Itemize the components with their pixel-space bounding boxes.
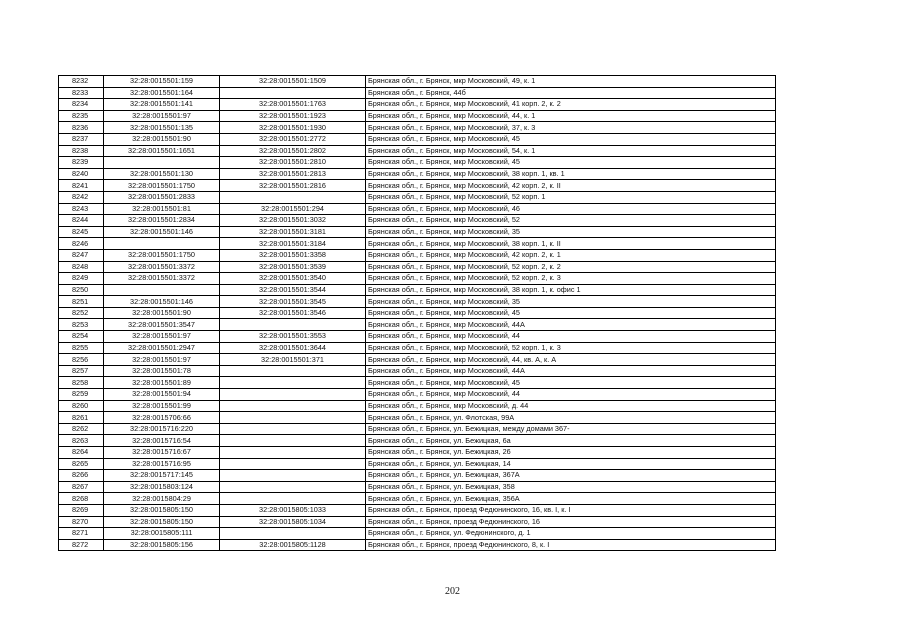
table-row <box>59 354 776 366</box>
building-cadastral-cell: 32:28:0015501:3358 <box>220 249 366 261</box>
table-row <box>59 203 776 215</box>
building-cadastral-cell: 32:28:0015805:1034 <box>220 516 366 528</box>
table-row <box>59 435 776 447</box>
building-cadastral-cell <box>220 319 366 331</box>
table-row <box>59 99 776 111</box>
building-cadastral-cell: 32:28:0015501:1930 <box>220 122 366 134</box>
building-cadastral-cell: 32:28:0015805:1033 <box>220 504 366 516</box>
table-row <box>59 412 776 424</box>
address-cell: Брянская обл., г. Брянск, мкр Московский, 44, кв. А, к. А <box>366 354 776 366</box>
row-number-cell: 8263 <box>59 435 104 447</box>
building-cadastral-cell <box>220 377 366 389</box>
row-number-cell: 8245 <box>59 226 104 238</box>
land-cadastral-cell: 32:28:0015501:97 <box>104 110 220 122</box>
land-cadastral-cell: 32:28:0015501:3547 <box>104 319 220 331</box>
building-cadastral-cell: 32:28:0015501:2810 <box>220 157 366 169</box>
row-number-cell: 8268 <box>59 493 104 505</box>
address-cell: Брянская обл., г. Брянск, мкр Московский, 44 <box>366 389 776 401</box>
land-cadastral-cell: 32:28:0015501:90 <box>104 307 220 319</box>
land-cadastral-cell: 32:28:0015501:97 <box>104 354 220 366</box>
row-number-cell: 8257 <box>59 365 104 377</box>
table-row <box>59 528 776 540</box>
land-cadastral-cell: 32:28:0015501:146 <box>104 226 220 238</box>
building-cadastral-cell: 32:28:0015805:1128 <box>220 539 366 551</box>
address-cell: Брянская обл., г. Брянск, мкр Московский, 45 <box>366 307 776 319</box>
address-cell: Брянская обл., г. Брянск, мкр Московский, 52 корп. 2, к. 2 <box>366 261 776 273</box>
land-cadastral-cell: 32:28:0015706:66 <box>104 412 220 424</box>
building-cadastral-cell: 32:28:0015501:2816 <box>220 180 366 192</box>
table-row <box>59 331 776 343</box>
land-cadastral-cell: 32:28:0015501:94 <box>104 389 220 401</box>
address-cell: Брянская обл., г. Брянск, ул. Бежицкая, 356А <box>366 493 776 505</box>
row-number-cell: 8251 <box>59 296 104 308</box>
row-number-cell: 8232 <box>59 76 104 88</box>
land-cadastral-cell: 32:28:0015501:97 <box>104 331 220 343</box>
table-body <box>59 76 776 551</box>
address-cell: Брянская обл., г. Брянск, мкр Московский, 44, к. 1 <box>366 110 776 122</box>
land-cadastral-cell: 32:28:0015501:1651 <box>104 145 220 157</box>
land-cadastral-cell: 32:28:0015501:3372 <box>104 261 220 273</box>
building-cadastral-cell <box>220 400 366 412</box>
address-cell: Брянская обл., г. Брянск, мкр Московский, 52 <box>366 215 776 227</box>
table-row <box>59 377 776 389</box>
land-cadastral-cell: 32:28:0015501:78 <box>104 365 220 377</box>
table-row <box>59 215 776 227</box>
row-number-cell: 8270 <box>59 516 104 528</box>
row-number-cell: 8239 <box>59 157 104 169</box>
row-number-cell: 8243 <box>59 203 104 215</box>
address-cell: Брянская обл., г. Брянск, мкр Московский, 54, к. 1 <box>366 145 776 157</box>
land-cadastral-cell: 32:28:0015805:156 <box>104 539 220 551</box>
table-row <box>59 447 776 459</box>
building-cadastral-cell <box>220 528 366 540</box>
row-number-cell: 8242 <box>59 191 104 203</box>
land-cadastral-cell: 32:28:0015805:111 <box>104 528 220 540</box>
address-cell: Брянская обл., г. Брянск, мкр Московский, 46 <box>366 203 776 215</box>
building-cadastral-cell: 32:28:0015501:1923 <box>220 110 366 122</box>
land-cadastral-cell: 32:28:0015716:67 <box>104 447 220 459</box>
row-number-cell: 8262 <box>59 423 104 435</box>
address-cell: Брянская обл., г. Брянск, ул. Бежицкая, 367А <box>366 470 776 482</box>
table-row <box>59 249 776 261</box>
row-number-cell: 8255 <box>59 342 104 354</box>
land-cadastral-cell <box>104 284 220 296</box>
row-number-cell: 8236 <box>59 122 104 134</box>
building-cadastral-cell: 32:28:0015501:1509 <box>220 76 366 88</box>
address-cell: Брянская обл., г. Брянск, мкр Московский, 35 <box>366 296 776 308</box>
building-cadastral-cell: 32:28:0015501:3539 <box>220 261 366 273</box>
table-row <box>59 133 776 145</box>
row-number-cell: 8260 <box>59 400 104 412</box>
building-cadastral-cell: 32:28:0015501:2813 <box>220 168 366 180</box>
building-cadastral-cell: 32:28:0015501:3553 <box>220 331 366 343</box>
address-cell: Брянская обл., г. Брянск, мкр Московский, д. 44 <box>366 400 776 412</box>
building-cadastral-cell <box>220 481 366 493</box>
land-cadastral-cell: 32:28:0015501:141 <box>104 99 220 111</box>
land-cadastral-cell: 32:28:0015501:159 <box>104 76 220 88</box>
building-cadastral-cell <box>220 470 366 482</box>
row-number-cell: 8248 <box>59 261 104 273</box>
building-cadastral-cell <box>220 87 366 99</box>
table-row <box>59 145 776 157</box>
address-cell: Брянская обл., г. Брянск, ул. Бежицкая, 26 <box>366 447 776 459</box>
table-row <box>59 226 776 238</box>
row-number-cell: 8235 <box>59 110 104 122</box>
address-cell: Брянская обл., г. Брянск, мкр Московский, 42 корп. 2, к. II <box>366 180 776 192</box>
table-row <box>59 458 776 470</box>
address-cell: Брянская обл., г. Брянск, проезд Федюнинского, 16 <box>366 516 776 528</box>
address-cell: Брянская обл., г. Брянск, проезд Федюнинского, 16, кв. I, к. I <box>366 504 776 516</box>
address-cell: Брянская обл., г. Брянск, ул. Флотская, 99А <box>366 412 776 424</box>
land-cadastral-cell: 32:28:0015501:1750 <box>104 249 220 261</box>
row-number-cell: 8269 <box>59 504 104 516</box>
building-cadastral-cell: 32:28:0015501:2772 <box>220 133 366 145</box>
table-row <box>59 400 776 412</box>
land-cadastral-cell: 32:28:0015501:2833 <box>104 191 220 203</box>
table-row <box>59 365 776 377</box>
row-number-cell: 8240 <box>59 168 104 180</box>
building-cadastral-cell <box>220 458 366 470</box>
building-cadastral-cell <box>220 389 366 401</box>
row-number-cell: 8250 <box>59 284 104 296</box>
row-number-cell: 8241 <box>59 180 104 192</box>
table-row <box>59 157 776 169</box>
table-row <box>59 504 776 516</box>
land-cadastral-cell: 32:28:0015501:99 <box>104 400 220 412</box>
address-cell: Брянская обл., г. Брянск, мкр Московский, 44А <box>366 365 776 377</box>
building-cadastral-cell: 32:28:0015501:3546 <box>220 307 366 319</box>
building-cadastral-cell: 32:28:0015501:3644 <box>220 342 366 354</box>
land-cadastral-cell: 32:28:0015501:2947 <box>104 342 220 354</box>
building-cadastral-cell <box>220 423 366 435</box>
row-number-cell: 8249 <box>59 273 104 285</box>
address-cell: Брянская обл., г. Брянск, мкр Московский, 44А <box>366 319 776 331</box>
land-cadastral-cell: 32:28:0015501:3372 <box>104 273 220 285</box>
table-row <box>59 238 776 250</box>
building-cadastral-cell: 32:28:0015501:3184 <box>220 238 366 250</box>
address-cell: Брянская обл., г. Брянск, мкр Московский, 52 корп. 2, к. 3 <box>366 273 776 285</box>
table-row <box>59 273 776 285</box>
row-number-cell: 8247 <box>59 249 104 261</box>
row-number-cell: 8264 <box>59 447 104 459</box>
table-row <box>59 284 776 296</box>
address-cell: Брянская обл., г. Брянск, мкр Московский, 38 корп. 1, к. офис 1 <box>366 284 776 296</box>
address-cell: Брянская обл., г. Брянск, 44б <box>366 87 776 99</box>
table-row <box>59 516 776 528</box>
table-row <box>59 110 776 122</box>
row-number-cell: 8253 <box>59 319 104 331</box>
table-row <box>59 539 776 551</box>
land-cadastral-cell: 32:28:0015803:124 <box>104 481 220 493</box>
address-cell: Брянская обл., г. Брянск, мкр Московский, 44 <box>366 331 776 343</box>
building-cadastral-cell <box>220 191 366 203</box>
address-cell: Брянская обл., г. Брянск, ул. Федюнинского, д. 1 <box>366 528 776 540</box>
table-row <box>59 87 776 99</box>
address-cell: Брянская обл., г. Брянск, мкр Московский, 35 <box>366 226 776 238</box>
address-cell: Брянская обл., г. Брянск, мкр Московский, 38 корп. 1, к. II <box>366 238 776 250</box>
table-row <box>59 191 776 203</box>
land-cadastral-cell: 32:28:0015501:89 <box>104 377 220 389</box>
row-number-cell: 8254 <box>59 331 104 343</box>
land-cadastral-cell: 32:28:0015716:95 <box>104 458 220 470</box>
building-cadastral-cell <box>220 447 366 459</box>
land-cadastral-cell: 32:28:0015501:90 <box>104 133 220 145</box>
address-cell: Брянская обл., г. Брянск, мкр Московский, 52 корп. 1 <box>366 191 776 203</box>
address-cell: Брянская обл., г. Брянск, мкр Московский, 38 корп. 1, кв. 1 <box>366 168 776 180</box>
address-cell: Брянская обл., г. Брянск, ул. Бежицкая, 6а <box>366 435 776 447</box>
row-number-cell: 8265 <box>59 458 104 470</box>
row-number-cell: 8233 <box>59 87 104 99</box>
land-cadastral-cell: 32:28:0015501:164 <box>104 87 220 99</box>
row-number-cell: 8237 <box>59 133 104 145</box>
row-number-cell: 8259 <box>59 389 104 401</box>
table-row <box>59 180 776 192</box>
land-cadastral-cell: 32:28:0015501:135 <box>104 122 220 134</box>
land-cadastral-cell: 32:28:0015501:2834 <box>104 215 220 227</box>
address-cell: Брянская обл., г. Брянск, мкр Московский, 45 <box>366 157 776 169</box>
document-page <box>58 75 776 551</box>
address-cell: Брянская обл., г. Брянск, мкр Московский, 52 корп. 1, к. 3 <box>366 342 776 354</box>
row-number-cell: 8266 <box>59 470 104 482</box>
address-cell: Брянская обл., г. Брянск, мкр Московский, 45 <box>366 133 776 145</box>
land-cadastral-cell: 32:28:0015501:1750 <box>104 180 220 192</box>
building-cadastral-cell: 32:28:0015501:3181 <box>220 226 366 238</box>
building-cadastral-cell: 32:28:0015501:2802 <box>220 145 366 157</box>
row-number-cell: 8234 <box>59 99 104 111</box>
address-cell: Брянская обл., г. Брянск, мкр Московский, 41 корп. 2, к. 2 <box>366 99 776 111</box>
table-row <box>59 168 776 180</box>
building-cadastral-cell: 32:28:0015501:1763 <box>220 99 366 111</box>
table-row <box>59 470 776 482</box>
land-cadastral-cell: 32:28:0015501:81 <box>104 203 220 215</box>
land-cadastral-cell <box>104 157 220 169</box>
row-number-cell: 8271 <box>59 528 104 540</box>
land-cadastral-cell: 32:28:0015716:54 <box>104 435 220 447</box>
building-cadastral-cell <box>220 435 366 447</box>
building-cadastral-cell: 32:28:0015501:3544 <box>220 284 366 296</box>
building-cadastral-cell <box>220 493 366 505</box>
table-row <box>59 389 776 401</box>
building-cadastral-cell: 32:28:0015501:371 <box>220 354 366 366</box>
building-cadastral-cell: 32:28:0015501:3545 <box>220 296 366 308</box>
table-row <box>59 296 776 308</box>
building-cadastral-cell <box>220 365 366 377</box>
address-cell: Брянская обл., г. Брянск, проезд Федюнинского, 8, к. I <box>366 539 776 551</box>
table-row <box>59 481 776 493</box>
address-cell: Брянская обл., г. Брянск, мкр Московский, 42 корп. 2, к. 1 <box>366 249 776 261</box>
table-row <box>59 342 776 354</box>
table-row <box>59 122 776 134</box>
land-cadastral-cell: 32:28:0015805:150 <box>104 504 220 516</box>
address-cell: Брянская обл., г. Брянск, ул. Бежицкая, между домами 367- <box>366 423 776 435</box>
table-row <box>59 307 776 319</box>
row-number-cell: 8238 <box>59 145 104 157</box>
building-cadastral-cell: 32:28:0015501:3032 <box>220 215 366 227</box>
building-cadastral-cell <box>220 412 366 424</box>
cadastral-table <box>58 75 776 551</box>
row-number-cell: 8256 <box>59 354 104 366</box>
land-cadastral-cell: 32:28:0015804:29 <box>104 493 220 505</box>
row-number-cell: 8258 <box>59 377 104 389</box>
page-number: 202 <box>445 586 460 597</box>
row-number-cell: 8272 <box>59 539 104 551</box>
building-cadastral-cell: 32:28:0015501:3540 <box>220 273 366 285</box>
land-cadastral-cell: 32:28:0015805:150 <box>104 516 220 528</box>
land-cadastral-cell: 32:28:0015501:130 <box>104 168 220 180</box>
land-cadastral-cell <box>104 238 220 250</box>
address-cell: Брянская обл., г. Брянск, мкр Московский, 49, к. 1 <box>366 76 776 88</box>
row-number-cell: 8244 <box>59 215 104 227</box>
row-number-cell: 8261 <box>59 412 104 424</box>
address-cell: Брянская обл., г. Брянск, ул. Бежицкая, 358 <box>366 481 776 493</box>
table-row <box>59 76 776 88</box>
land-cadastral-cell: 32:28:0015716:220 <box>104 423 220 435</box>
table-row <box>59 261 776 273</box>
row-number-cell: 8267 <box>59 481 104 493</box>
land-cadastral-cell: 32:28:0015717:145 <box>104 470 220 482</box>
table-row <box>59 319 776 331</box>
address-cell: Брянская обл., г. Брянск, мкр Московский, 45 <box>366 377 776 389</box>
table-row <box>59 423 776 435</box>
address-cell: Брянская обл., г. Брянск, ул. Бежицкая, 14 <box>366 458 776 470</box>
land-cadastral-cell: 32:28:0015501:146 <box>104 296 220 308</box>
building-cadastral-cell: 32:28:0015501:294 <box>220 203 366 215</box>
row-number-cell: 8246 <box>59 238 104 250</box>
row-number-cell: 8252 <box>59 307 104 319</box>
address-cell: Брянская обл., г. Брянск, мкр Московский, 37, к. 3 <box>366 122 776 134</box>
table-row <box>59 493 776 505</box>
